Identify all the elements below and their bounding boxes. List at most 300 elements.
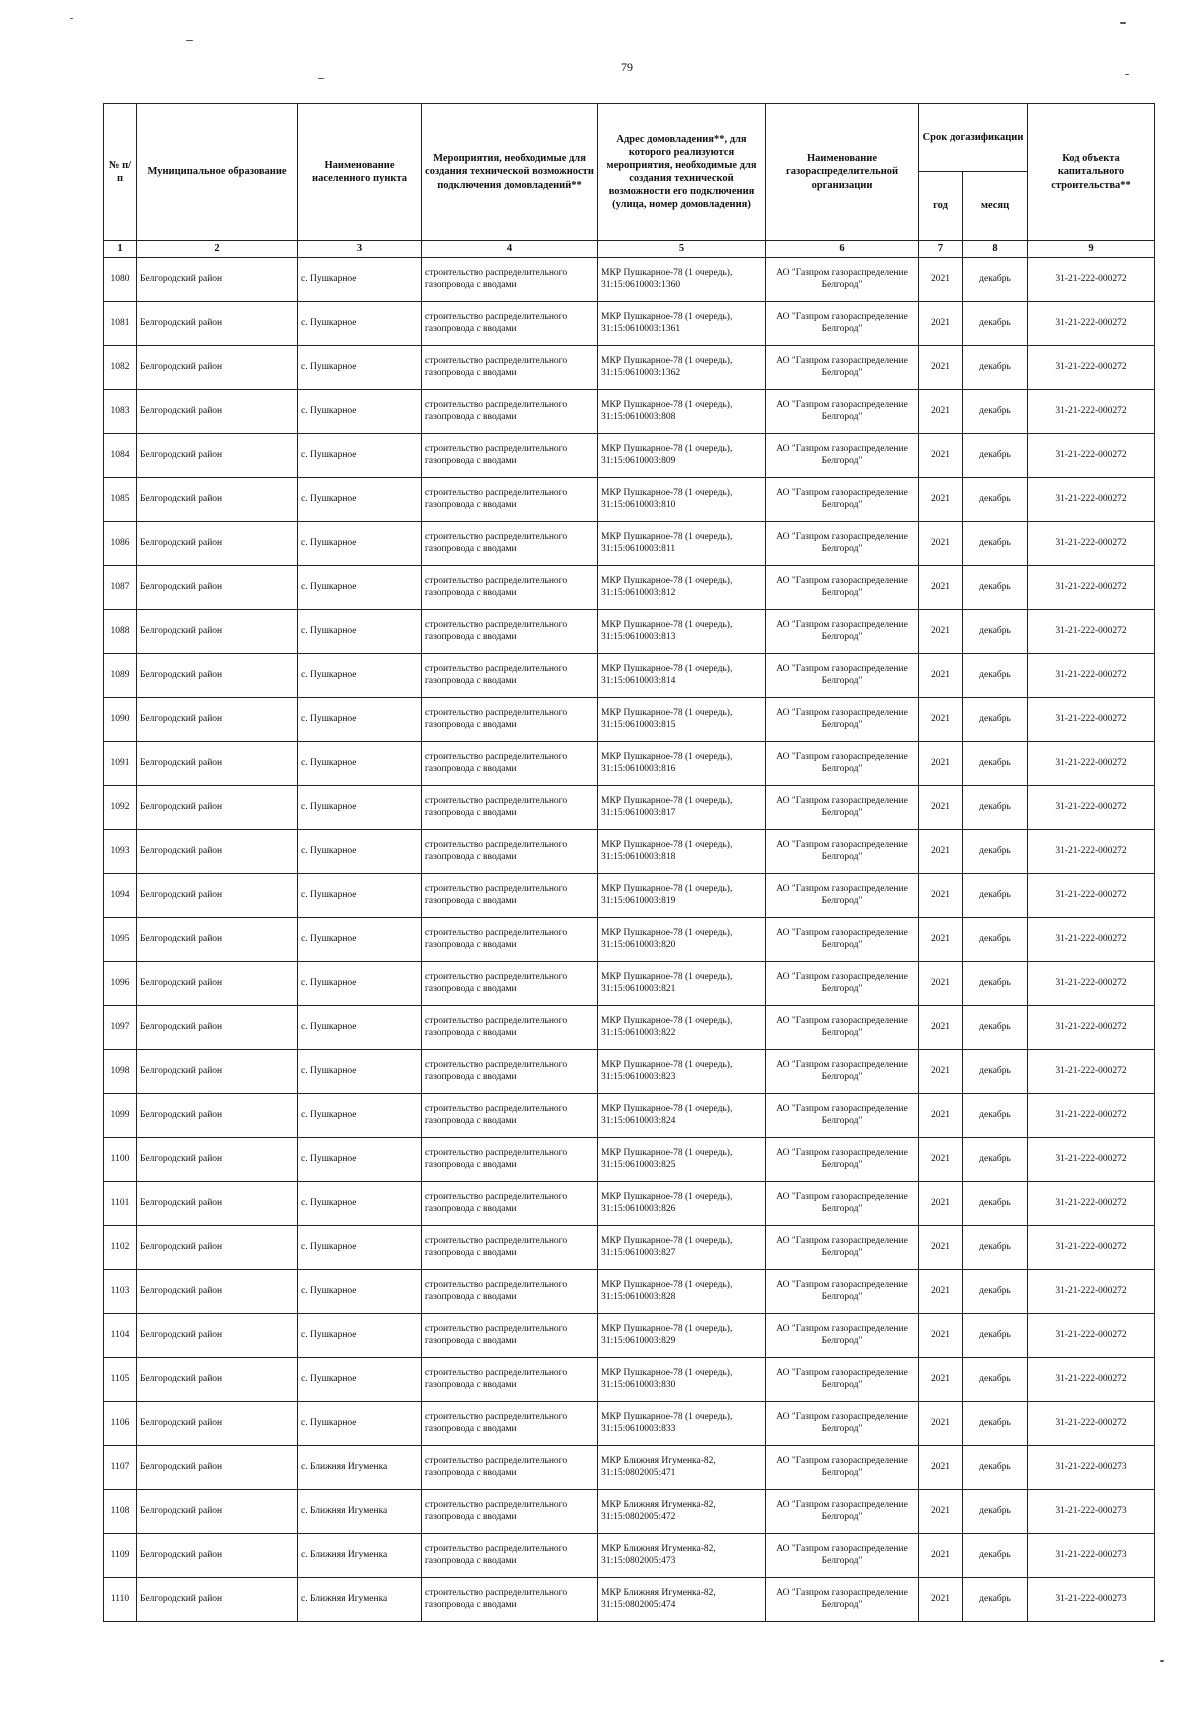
year-cell: 2021 xyxy=(919,1402,963,1446)
row-number: 1110 xyxy=(104,1578,137,1622)
row-number: 1089 xyxy=(104,654,137,698)
object-code-cell: 31-21-222-000272 xyxy=(1028,522,1155,566)
municipality-cell: Белгородский район xyxy=(137,1314,298,1358)
locality-cell: с. Пушкарное xyxy=(298,1358,422,1402)
year-cell: 2021 xyxy=(919,346,963,390)
activity-cell: строительство распределительного газопровода с вводами xyxy=(422,654,598,698)
address-cell: МКР Пушкарное-78 (1 очередь), 31:15:0610003:1361 xyxy=(598,302,766,346)
locality-cell: с. Пушкарное xyxy=(298,1402,422,1446)
month-cell: декабрь xyxy=(963,522,1028,566)
activity-cell: строительство распределительного газопровода с вводами xyxy=(422,962,598,1006)
activity-cell: строительство распределительного газопровода с вводами xyxy=(422,522,598,566)
row-number: 1098 xyxy=(104,1050,137,1094)
table-row xyxy=(104,918,1155,962)
scan-speck xyxy=(318,78,324,79)
month-cell: декабрь xyxy=(963,610,1028,654)
row-number: 1096 xyxy=(104,962,137,1006)
activity-cell: строительство распределительного газопровода с вводами xyxy=(422,258,598,302)
year-cell: 2021 xyxy=(919,918,963,962)
object-code-cell: 31-21-222-000272 xyxy=(1028,786,1155,830)
organization-cell: АО "Газпром газораспределение Белгород" xyxy=(766,698,919,742)
organization-cell: АО "Газпром газораспределение Белгород" xyxy=(766,610,919,654)
organization-cell: АО "Газпром газораспределение Белгород" xyxy=(766,522,919,566)
table-row xyxy=(104,962,1155,1006)
table-row xyxy=(104,1226,1155,1270)
municipality-cell: Белгородский район xyxy=(137,522,298,566)
month-cell: декабрь xyxy=(963,1138,1028,1182)
object-code-cell: 31-21-222-000273 xyxy=(1028,1490,1155,1534)
table-row xyxy=(104,1314,1155,1358)
year-cell: 2021 xyxy=(919,1094,963,1138)
row-number: 1093 xyxy=(104,830,137,874)
municipality-cell: Белгородский район xyxy=(137,346,298,390)
organization-cell: АО "Газпром газораспределение Белгород" xyxy=(766,566,919,610)
municipality-cell: Белгородский район xyxy=(137,1446,298,1490)
table-row xyxy=(104,1446,1155,1490)
year-cell: 2021 xyxy=(919,478,963,522)
activity-cell: строительство распределительного газопровода с вводами xyxy=(422,346,598,390)
month-cell: декабрь xyxy=(963,742,1028,786)
object-code-cell: 31-21-222-000272 xyxy=(1028,610,1155,654)
year-cell: 2021 xyxy=(919,1314,963,1358)
address-cell: МКР Пушкарное-78 (1 очередь), 31:15:0610003:822 xyxy=(598,1006,766,1050)
address-cell: МКР Ближняя Игуменка-82, 31:15:0802005:472 xyxy=(598,1490,766,1534)
object-code-cell: 31-21-222-000272 xyxy=(1028,654,1155,698)
organization-cell: АО "Газпром газораспределение Белгород" xyxy=(766,830,919,874)
month-cell: декабрь xyxy=(963,1050,1028,1094)
organization-cell: АО "Газпром газораспределение Белгород" xyxy=(766,1050,919,1094)
object-code-cell: 31-21-222-000272 xyxy=(1028,742,1155,786)
table-row xyxy=(104,1182,1155,1226)
municipality-cell: Белгородский район xyxy=(137,1358,298,1402)
municipality-cell: Белгородский район xyxy=(137,434,298,478)
column-number: 4 xyxy=(422,241,598,258)
table-row xyxy=(104,1094,1155,1138)
header-locality: Наименование населенного пункта xyxy=(298,104,422,241)
month-cell: декабрь xyxy=(963,830,1028,874)
activity-cell: строительство распределительного газопровода с вводами xyxy=(422,302,598,346)
organization-cell: АО "Газпром газораспределение Белгород" xyxy=(766,478,919,522)
column-number: 1 xyxy=(104,241,137,258)
municipality-cell: Белгородский район xyxy=(137,610,298,654)
month-cell: декабрь xyxy=(963,654,1028,698)
object-code-cell: 31-21-222-000272 xyxy=(1028,1094,1155,1138)
municipality-cell: Белгородский район xyxy=(137,1138,298,1182)
address-cell: МКР Пушкарное-78 (1 очередь), 31:15:0610003:829 xyxy=(598,1314,766,1358)
table-row xyxy=(104,1138,1155,1182)
organization-cell: АО "Газпром газораспределение Белгород" xyxy=(766,1006,919,1050)
header-month: месяц xyxy=(963,172,1028,241)
activity-cell: строительство распределительного газопровода с вводами xyxy=(422,1446,598,1490)
organization-cell: АО "Газпром газораспределение Белгород" xyxy=(766,346,919,390)
row-number: 1094 xyxy=(104,874,137,918)
activity-cell: строительство распределительного газопровода с вводами xyxy=(422,1534,598,1578)
row-number: 1102 xyxy=(104,1226,137,1270)
object-code-cell: 31-21-222-000272 xyxy=(1028,1182,1155,1226)
year-cell: 2021 xyxy=(919,1270,963,1314)
address-cell: МКР Ближняя Игуменка-82, 31:15:0802005:471 xyxy=(598,1446,766,1490)
object-code-cell: 31-21-222-000272 xyxy=(1028,918,1155,962)
object-code-cell: 31-21-222-000272 xyxy=(1028,962,1155,1006)
year-cell: 2021 xyxy=(919,654,963,698)
activity-cell: строительство распределительного газопровода с вводами xyxy=(422,786,598,830)
table-row xyxy=(104,874,1155,918)
month-cell: декабрь xyxy=(963,346,1028,390)
municipality-cell: Белгородский район xyxy=(137,918,298,962)
object-code-cell: 31-21-222-000272 xyxy=(1028,478,1155,522)
header-year: год xyxy=(919,172,963,241)
organization-cell: АО "Газпром газораспределение Белгород" xyxy=(766,1578,919,1622)
address-cell: МКР Пушкарное-78 (1 очередь), 31:15:0610003:818 xyxy=(598,830,766,874)
activity-cell: строительство распределительного газопровода с вводами xyxy=(422,1314,598,1358)
year-cell: 2021 xyxy=(919,1358,963,1402)
header-municipality: Муниципальное образование xyxy=(137,104,298,241)
object-code-cell: 31-21-222-000273 xyxy=(1028,1446,1155,1490)
object-code-cell: 31-21-222-000273 xyxy=(1028,1534,1155,1578)
month-cell: декабрь xyxy=(963,1358,1028,1402)
month-cell: декабрь xyxy=(963,302,1028,346)
activity-cell: строительство распределительного газопровода с вводами xyxy=(422,1182,598,1226)
month-cell: декабрь xyxy=(963,1226,1028,1270)
address-cell: МКР Пушкарное-78 (1 очередь), 31:15:0610003:817 xyxy=(598,786,766,830)
locality-cell: с. Ближняя Игуменка xyxy=(298,1534,422,1578)
object-code-cell: 31-21-222-000272 xyxy=(1028,390,1155,434)
table-row xyxy=(104,742,1155,786)
month-cell: декабрь xyxy=(963,258,1028,302)
municipality-cell: Белгородский район xyxy=(137,1490,298,1534)
organization-cell: АО "Газпром газораспределение Белгород" xyxy=(766,918,919,962)
address-cell: МКР Пушкарное-78 (1 очередь), 31:15:0610003:816 xyxy=(598,742,766,786)
row-number: 1101 xyxy=(104,1182,137,1226)
municipality-cell: Белгородский район xyxy=(137,302,298,346)
month-cell: декабрь xyxy=(963,478,1028,522)
year-cell: 2021 xyxy=(919,390,963,434)
row-number: 1091 xyxy=(104,742,137,786)
locality-cell: с. Пушкарное xyxy=(298,390,422,434)
locality-cell: с. Пушкарное xyxy=(298,610,422,654)
municipality-cell: Белгородский район xyxy=(137,654,298,698)
month-cell: декабрь xyxy=(963,1578,1028,1622)
locality-cell: с. Пушкарное xyxy=(298,1094,422,1138)
month-cell: декабрь xyxy=(963,1446,1028,1490)
activity-cell: строительство распределительного газопровода с вводами xyxy=(422,830,598,874)
address-cell: МКР Ближняя Игуменка-82, 31:15:0802005:473 xyxy=(598,1534,766,1578)
locality-cell: с. Пушкарное xyxy=(298,1270,422,1314)
object-code-cell: 31-21-222-000272 xyxy=(1028,1138,1155,1182)
organization-cell: АО "Газпром газораспределение Белгород" xyxy=(766,1358,919,1402)
row-number: 1085 xyxy=(104,478,137,522)
address-cell: МКР Пушкарное-78 (1 очередь), 31:15:0610003:830 xyxy=(598,1358,766,1402)
object-code-cell: 31-21-222-000272 xyxy=(1028,346,1155,390)
year-cell: 2021 xyxy=(919,1534,963,1578)
year-cell: 2021 xyxy=(919,786,963,830)
locality-cell: с. Ближняя Игуменка xyxy=(298,1490,422,1534)
table-row xyxy=(104,258,1155,302)
row-number: 1087 xyxy=(104,566,137,610)
table-row xyxy=(104,1534,1155,1578)
column-number: 2 xyxy=(137,241,298,258)
locality-cell: с. Пушкарное xyxy=(298,830,422,874)
year-cell: 2021 xyxy=(919,1490,963,1534)
address-cell: МКР Ближняя Игуменка-82, 31:15:0802005:474 xyxy=(598,1578,766,1622)
activity-cell: строительство распределительного газопровода с вводами xyxy=(422,390,598,434)
table-row xyxy=(104,1050,1155,1094)
address-cell: МКР Пушкарное-78 (1 очередь), 31:15:0610003:815 xyxy=(598,698,766,742)
activity-cell: строительство распределительного газопровода с вводами xyxy=(422,874,598,918)
locality-cell: с. Пушкарное xyxy=(298,1226,422,1270)
header-address: Адрес домовладения**, для которого реализуются мероприятия, необходимые для создания технической возможности его подключения (улица, номер домовладения) xyxy=(598,104,766,241)
table-row xyxy=(104,1358,1155,1402)
locality-cell: с. Пушкарное xyxy=(298,346,422,390)
year-cell: 2021 xyxy=(919,874,963,918)
object-code-cell: 31-21-222-000272 xyxy=(1028,258,1155,302)
activity-cell: строительство распределительного газопровода с вводами xyxy=(422,566,598,610)
column-number: 8 xyxy=(963,241,1028,258)
year-cell: 2021 xyxy=(919,258,963,302)
object-code-cell: 31-21-222-000272 xyxy=(1028,434,1155,478)
activity-cell: строительство распределительного газопровода с вводами xyxy=(422,1138,598,1182)
activity-cell: строительство распределительного газопровода с вводами xyxy=(422,1226,598,1270)
address-cell: МКР Пушкарное-78 (1 очередь), 31:15:0610003:820 xyxy=(598,918,766,962)
row-number: 1099 xyxy=(104,1094,137,1138)
municipality-cell: Белгородский район xyxy=(137,962,298,1006)
table-row xyxy=(104,302,1155,346)
address-cell: МКР Пушкарное-78 (1 очередь), 31:15:0610003:833 xyxy=(598,1402,766,1446)
row-number: 1108 xyxy=(104,1490,137,1534)
object-code-cell: 31-21-222-000272 xyxy=(1028,1006,1155,1050)
row-number: 1097 xyxy=(104,1006,137,1050)
year-cell: 2021 xyxy=(919,610,963,654)
table-row xyxy=(104,654,1155,698)
locality-cell: с. Пушкарное xyxy=(298,478,422,522)
municipality-cell: Белгородский район xyxy=(137,478,298,522)
activity-cell: строительство распределительного газопровода с вводами xyxy=(422,1402,598,1446)
locality-cell: с. Пушкарное xyxy=(298,258,422,302)
table-row xyxy=(104,566,1155,610)
activity-cell: строительство распределительного газопровода с вводами xyxy=(422,610,598,654)
row-number: 1088 xyxy=(104,610,137,654)
organization-cell: АО "Газпром газораспределение Белгород" xyxy=(766,1094,919,1138)
header-code: Код объекта капитального строительства** xyxy=(1028,104,1155,241)
month-cell: декабрь xyxy=(963,1094,1028,1138)
activity-cell: строительство распределительного газопровода с вводами xyxy=(422,918,598,962)
address-cell: МКР Пушкарное-78 (1 очередь), 31:15:0610003:810 xyxy=(598,478,766,522)
municipality-cell: Белгородский район xyxy=(137,1182,298,1226)
table-row xyxy=(104,1006,1155,1050)
year-cell: 2021 xyxy=(919,1006,963,1050)
object-code-cell: 31-21-222-000272 xyxy=(1028,1358,1155,1402)
locality-cell: с. Пушкарное xyxy=(298,434,422,478)
address-cell: МКР Пушкарное-78 (1 очередь), 31:15:0610003:828 xyxy=(598,1270,766,1314)
column-number: 6 xyxy=(766,241,919,258)
table-row xyxy=(104,698,1155,742)
table-row xyxy=(104,390,1155,434)
organization-cell: АО "Газпром газораспределение Белгород" xyxy=(766,742,919,786)
column-number: 3 xyxy=(298,241,422,258)
activity-cell: строительство распределительного газопровода с вводами xyxy=(422,1490,598,1534)
organization-cell: АО "Газпром газораспределение Белгород" xyxy=(766,434,919,478)
municipality-cell: Белгородский район xyxy=(137,1006,298,1050)
year-cell: 2021 xyxy=(919,1226,963,1270)
table-row xyxy=(104,478,1155,522)
organization-cell: АО "Газпром газораспределение Белгород" xyxy=(766,258,919,302)
locality-cell: с. Пушкарное xyxy=(298,522,422,566)
municipality-cell: Белгородский район xyxy=(137,786,298,830)
scan-speck xyxy=(70,18,73,19)
month-cell: декабрь xyxy=(963,962,1028,1006)
municipality-cell: Белгородский район xyxy=(137,698,298,742)
scan-speck xyxy=(1160,1660,1164,1662)
object-code-cell: 31-21-222-000272 xyxy=(1028,566,1155,610)
row-number: 1090 xyxy=(104,698,137,742)
locality-cell: с. Пушкарное xyxy=(298,1314,422,1358)
address-cell: МКР Пушкарное-78 (1 очередь), 31:15:0610003:809 xyxy=(598,434,766,478)
table-row xyxy=(104,610,1155,654)
municipality-cell: Белгородский район xyxy=(137,258,298,302)
address-cell: МКР Пушкарное-78 (1 очередь), 31:15:0610003:826 xyxy=(598,1182,766,1226)
scan-speck xyxy=(1120,22,1126,24)
header-deadline: Срок догазификации xyxy=(919,104,1028,172)
row-number: 1092 xyxy=(104,786,137,830)
municipality-cell: Белгородский район xyxy=(137,1402,298,1446)
month-cell: декабрь xyxy=(963,1314,1028,1358)
table-body xyxy=(104,258,1155,1622)
table-row xyxy=(104,434,1155,478)
locality-cell: с. Пушкарное xyxy=(298,786,422,830)
activity-cell: строительство распределительного газопровода с вводами xyxy=(422,1270,598,1314)
row-number: 1105 xyxy=(104,1358,137,1402)
address-cell: МКР Пушкарное-78 (1 очередь), 31:15:0610003:1362 xyxy=(598,346,766,390)
page-number: 79 xyxy=(621,60,633,74)
month-cell: декабрь xyxy=(963,434,1028,478)
month-cell: декабрь xyxy=(963,874,1028,918)
month-cell: декабрь xyxy=(963,1490,1028,1534)
organization-cell: АО "Газпром газораспределение Белгород" xyxy=(766,1446,919,1490)
table-row xyxy=(104,522,1155,566)
locality-cell: с. Ближняя Игуменка xyxy=(298,1578,422,1622)
locality-cell: с. Пушкарное xyxy=(298,302,422,346)
address-cell: МКР Пушкарное-78 (1 очередь), 31:15:0610003:812 xyxy=(598,566,766,610)
row-number: 1083 xyxy=(104,390,137,434)
month-cell: декабрь xyxy=(963,390,1028,434)
address-cell: МКР Пушкарное-78 (1 очередь), 31:15:0610003:819 xyxy=(598,874,766,918)
row-number: 1104 xyxy=(104,1314,137,1358)
activity-cell: строительство распределительного газопровода с вводами xyxy=(422,698,598,742)
month-cell: декабрь xyxy=(963,1006,1028,1050)
locality-cell: с. Пушкарное xyxy=(298,654,422,698)
year-cell: 2021 xyxy=(919,698,963,742)
object-code-cell: 31-21-222-000272 xyxy=(1028,1050,1155,1094)
organization-cell: АО "Газпром газораспределение Белгород" xyxy=(766,1314,919,1358)
row-number: 1081 xyxy=(104,302,137,346)
locality-cell: с. Пушкарное xyxy=(298,698,422,742)
locality-cell: с. Пушкарное xyxy=(298,742,422,786)
organization-cell: АО "Газпром газораспределение Белгород" xyxy=(766,1402,919,1446)
table-row xyxy=(104,786,1155,830)
row-number: 1109 xyxy=(104,1534,137,1578)
activity-cell: строительство распределительного газопровода с вводами xyxy=(422,1094,598,1138)
organization-cell: АО "Газпром газораспределение Белгород" xyxy=(766,1490,919,1534)
row-number: 1086 xyxy=(104,522,137,566)
municipality-cell: Белгородский район xyxy=(137,830,298,874)
header-organization: Наименование газораспределительной организации xyxy=(766,104,919,241)
municipality-cell: Белгородский район xyxy=(137,1270,298,1314)
object-code-cell: 31-21-222-000272 xyxy=(1028,1314,1155,1358)
year-cell: 2021 xyxy=(919,434,963,478)
organization-cell: АО "Газпром газораспределение Белгород" xyxy=(766,302,919,346)
month-cell: декабрь xyxy=(963,786,1028,830)
object-code-cell: 31-21-222-000272 xyxy=(1028,1402,1155,1446)
municipality-cell: Белгородский район xyxy=(137,1094,298,1138)
column-number: 9 xyxy=(1028,241,1155,258)
object-code-cell: 31-21-222-000272 xyxy=(1028,830,1155,874)
object-code-cell: 31-21-222-000273 xyxy=(1028,1578,1155,1622)
object-code-cell: 31-21-222-000272 xyxy=(1028,302,1155,346)
year-cell: 2021 xyxy=(919,830,963,874)
month-cell: декабрь xyxy=(963,1182,1028,1226)
activity-cell: строительство распределительного газопровода с вводами xyxy=(422,434,598,478)
month-cell: декабрь xyxy=(963,1534,1028,1578)
municipality-cell: Белгородский район xyxy=(137,874,298,918)
row-number: 1082 xyxy=(104,346,137,390)
year-cell: 2021 xyxy=(919,302,963,346)
object-code-cell: 31-21-222-000272 xyxy=(1028,698,1155,742)
locality-cell: с. Пушкарное xyxy=(298,1182,422,1226)
municipality-cell: Белгородский район xyxy=(137,1050,298,1094)
object-code-cell: 31-21-222-000272 xyxy=(1028,874,1155,918)
year-cell: 2021 xyxy=(919,522,963,566)
locality-cell: с. Пушкарное xyxy=(298,1050,422,1094)
year-cell: 2021 xyxy=(919,962,963,1006)
organization-cell: АО "Газпром газораспределение Белгород" xyxy=(766,962,919,1006)
locality-cell: с. Пушкарное xyxy=(298,918,422,962)
row-number: 1100 xyxy=(104,1138,137,1182)
table-row xyxy=(104,1270,1155,1314)
organization-cell: АО "Газпром газораспределение Белгород" xyxy=(766,1226,919,1270)
scan-speck xyxy=(186,40,193,41)
month-cell: декабрь xyxy=(963,918,1028,962)
month-cell: декабрь xyxy=(963,1270,1028,1314)
row-number: 1107 xyxy=(104,1446,137,1490)
organization-cell: АО "Газпром газораспределение Белгород" xyxy=(766,786,919,830)
year-cell: 2021 xyxy=(919,1446,963,1490)
gasification-register-table xyxy=(103,103,1155,1622)
address-cell: МКР Пушкарное-78 (1 очередь), 31:15:0610003:814 xyxy=(598,654,766,698)
locality-cell: с. Ближняя Игуменка xyxy=(298,1446,422,1490)
organization-cell: АО "Газпром газораспределение Белгород" xyxy=(766,390,919,434)
municipality-cell: Белгородский район xyxy=(137,742,298,786)
municipality-cell: Белгородский район xyxy=(137,390,298,434)
address-cell: МКР Пушкарное-78 (1 очередь), 31:15:0610003:811 xyxy=(598,522,766,566)
row-number: 1095 xyxy=(104,918,137,962)
month-cell: декабрь xyxy=(963,698,1028,742)
organization-cell: АО "Газпром газораспределение Белгород" xyxy=(766,1270,919,1314)
column-number: 7 xyxy=(919,241,963,258)
locality-cell: с. Пушкарное xyxy=(298,874,422,918)
year-cell: 2021 xyxy=(919,1182,963,1226)
locality-cell: с. Пушкарное xyxy=(298,1006,422,1050)
table-row xyxy=(104,1402,1155,1446)
object-code-cell: 31-21-222-000272 xyxy=(1028,1270,1155,1314)
row-number: 1103 xyxy=(104,1270,137,1314)
row-number: 1080 xyxy=(104,258,137,302)
municipality-cell: Белгородский район xyxy=(137,566,298,610)
table-row xyxy=(104,1490,1155,1534)
year-cell: 2021 xyxy=(919,1050,963,1094)
row-number: 1084 xyxy=(104,434,137,478)
activity-cell: строительство распределительного газопровода с вводами xyxy=(422,1578,598,1622)
row-number: 1106 xyxy=(104,1402,137,1446)
